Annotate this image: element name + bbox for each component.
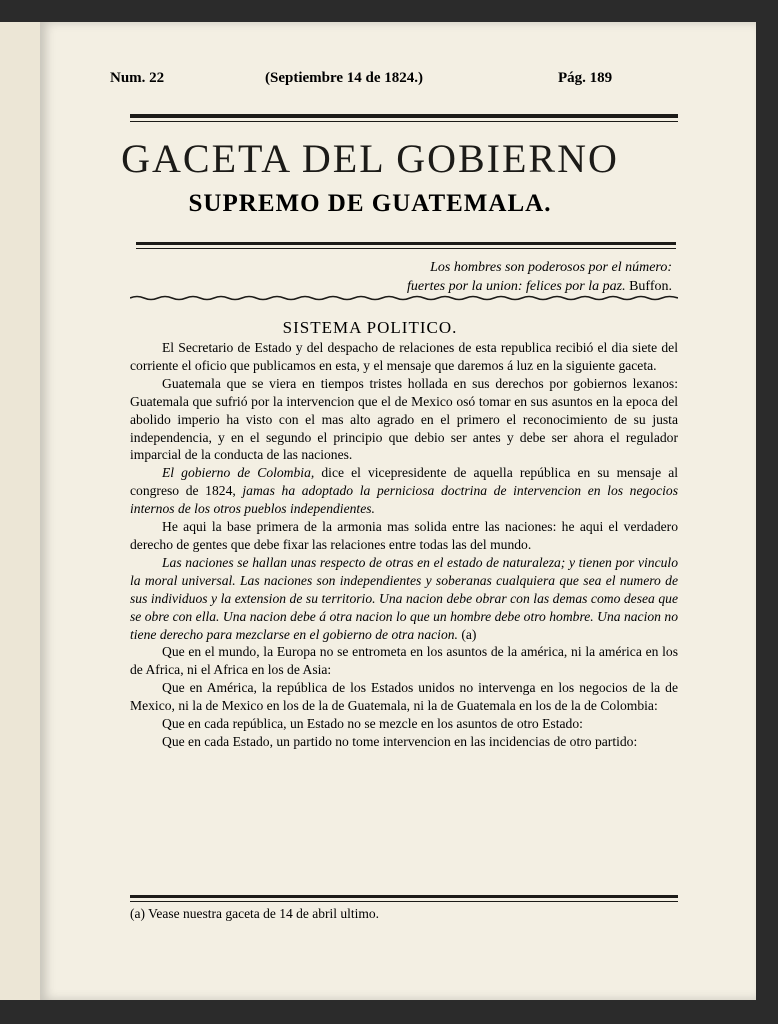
paragraph-5-quote: Las naciones se hallan unas respecto de otras en el estado de naturaleza; y tienen por vinculo la moral universal. Las naciones son independientes y soberanas cualquiera que sea el numero de sus individuos y la extension de su territorio. Una nacion debe obrar con las demas como desea que se obre con ella. Una nacion debe á otra nacion lo que un hombre debe otro hombre. Una nacion no tiene derecho para mezclarse en el gobierno de otra nacion.	[130, 554, 678, 642]
section-title: SISTEMA POLITICO.	[282, 318, 458, 337]
footnote-ref: (a)	[457, 626, 477, 642]
header-rule	[130, 114, 678, 118]
paragraph-3-italic-a: El gobierno de Colombia,	[162, 465, 315, 481]
issue-number: Num. 22	[110, 70, 165, 86]
facing-page-edge	[0, 22, 41, 1000]
paragraph-7: Que en América, la república de los Estados unidos no intervenga en los negocios de la de Mexico, ni la de Mexico en los de la de Guatemala, ni la de Guatemala en los de la de Colombia:	[130, 680, 678, 714]
paragraph-5	[130, 554, 678, 644]
paragraph-2: Guatemala que se viera en tiempos tristes hollada en sus derechos por gobiernos lexanos: Guatemala que sufrió por la intervencion que el de Mexico osó tomar en sus asuntos en la epoca del abolido imperio ha visto con el mas alto agrado en el primero el reconocimiento de su justa independencia, y en el segundo el principio que debio ser antes y debe ser ahora el regulador imparcial de la conducta de las naciones.	[130, 375, 678, 463]
paragraph-4: He aqui la base primera de la armonia mas solida entre las naciones: he aqui el verdadero derecho de gentes que debe fixar las relaciones entre todas las del mundo.	[130, 519, 678, 552]
motto-line-2	[282, 277, 672, 296]
masthead-rule-thin	[136, 248, 676, 249]
motto	[282, 258, 672, 296]
issue-date: (Septiembre 14 de 1824.)	[265, 70, 424, 86]
paragraph-9: Que en cada Estado, un partido no tome intervencion en las incidencias de otro partido:	[162, 733, 638, 749]
masthead-title: GACETA DEL GOBIERNO	[121, 136, 619, 181]
paragraph-6: Que en el mundo, la Europa no se entrometa en los asuntos de la américa, ni la américa en los de Africa, ni el Africa en los de Asia:	[130, 644, 678, 678]
paragraph-3	[130, 464, 678, 518]
footnote: (a) Vease nuestra gaceta de 14 de abril ultimo.	[130, 906, 380, 921]
wavy-divider	[130, 295, 678, 301]
motto-line-1: Los hombres son poderosos por el número:	[430, 260, 672, 275]
article-body	[130, 339, 678, 751]
paragraph-1: El Secretario de Estado y del despacho de relaciones de esta republica recibió el dia siete del corriente el oficio que publicamos en esta, y el mensaje que daremos á luz en la siguiente gaceta.	[130, 340, 678, 373]
paragraph-8: Que en cada república, un Estado no se mezcle en los asuntos de otro Estado:	[162, 716, 583, 732]
footer-rule	[130, 895, 678, 898]
paragraph-3-italic-b: jamas ha adoptado la perniciosa doctrina de intervencion en los negocios internos de los otros pueblos independientes.	[130, 483, 678, 517]
paragraph-3-normal: dice el vicepresidente de aquella república en su mensaje al congreso de 1824,	[130, 465, 678, 499]
motto-line-2-text: fuertes por la union: felices por la paz.	[407, 279, 626, 294]
footer-rule-thin	[130, 901, 678, 902]
issue-header	[90, 68, 668, 94]
header-rule-thin	[130, 121, 678, 122]
motto-author: Buffon.	[629, 279, 672, 294]
masthead-rule	[136, 242, 676, 245]
page-number: Pág. 189	[558, 70, 613, 86]
masthead-subtitle: SUPREMO DE GUATEMALA.	[188, 190, 552, 217]
